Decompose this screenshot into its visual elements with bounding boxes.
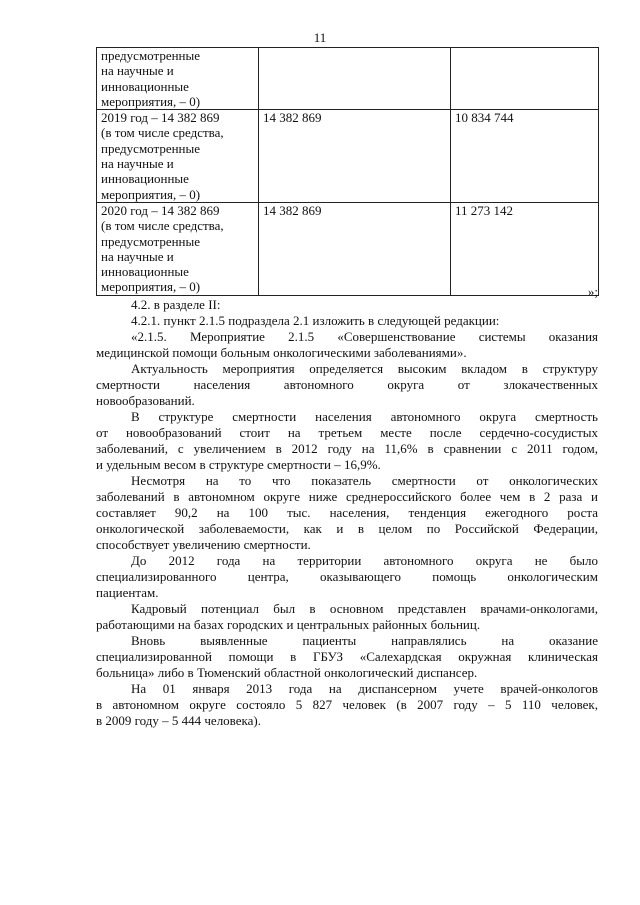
table-row bbox=[97, 110, 599, 203]
paragraph-line: Вновь выявленные пациенты направлялись на оказание bbox=[131, 633, 598, 648]
table-cell-period: 2019 год – 14 382 869 (в том числе средства, предусмотренные на научные и инновационные мероприятия, – 0) bbox=[97, 110, 259, 203]
financing-table bbox=[96, 47, 599, 296]
paragraph-line: в автономном округе состояло 5 827 человек (в 2007 году – 5 110 человек, bbox=[96, 697, 598, 712]
paragraph-line: Актуальность мероприятия определяется высоким вкладом в структуру bbox=[131, 361, 598, 376]
paragraph-line: новообразований. bbox=[96, 393, 195, 408]
paragraph-line: На 01 января 2013 года на диспансерном учете врачей-онкологов bbox=[131, 681, 598, 696]
paragraph-subsection: 4.2.1. пункт 2.1.5 подраздела 2.1 изложить в следующей редакции: bbox=[131, 313, 500, 328]
paragraph-line: способствует увеличению смертности. bbox=[96, 537, 311, 552]
paragraph-section-heading: 4.2. в разделе II: bbox=[131, 297, 221, 312]
paragraph-line: «2.1.5. Мероприятие 2.1.5 «Совершенствование системы оказания bbox=[131, 329, 598, 344]
table-row bbox=[97, 48, 599, 110]
table-cell-amount: 11 273 142 bbox=[451, 202, 599, 295]
table-row bbox=[97, 202, 599, 295]
paragraph-line: в 2009 году – 5 444 человека). bbox=[96, 713, 261, 728]
paragraph-line: Несмотря на то что показатель смертности от онкологических bbox=[131, 473, 598, 488]
table-cell-amount bbox=[451, 48, 599, 110]
table-cell-period: 2020 год – 14 382 869 (в том числе средства, предусмотренные на научные и инновационные мероприятия, – 0) bbox=[97, 202, 259, 295]
document-body bbox=[96, 297, 598, 729]
paragraph-line: заболеваний, с увеличением в 2012 году на 11,6% в сравнении с 2011 годом, bbox=[96, 441, 598, 456]
paragraph-line: пациентам. bbox=[96, 585, 159, 600]
paragraph-line: составляет 90,2 на 100 тыс. населения, тенденция ежегодного роста bbox=[96, 505, 598, 520]
table-cell-period: предусмотренные на научные и инновационные мероприятия, – 0) bbox=[97, 48, 259, 110]
paragraph-line: работающими на базах городских и центральных районных больниц. bbox=[96, 617, 481, 632]
table-cell-amount bbox=[259, 48, 451, 110]
paragraph-line: больница» либо в Тюменский областной онкологический диспансер. bbox=[96, 665, 478, 680]
page-number: 11 bbox=[313, 30, 327, 45]
paragraph-line: от новообразований стоит на третьем месте после сердечно-сосудистых bbox=[96, 425, 598, 440]
table-cell-amount: 10 834 744 bbox=[451, 110, 599, 203]
paragraph-line: Кадровый потенциал был в основном представлен врачами-онкологами, bbox=[131, 601, 598, 616]
paragraph-line: онкологической заболеваемости, как и в целом по Российской Федерации, bbox=[96, 521, 598, 536]
table-closing-quote: »; bbox=[587, 284, 598, 299]
paragraph-line: До 2012 года на территории автономного округа не было bbox=[131, 553, 598, 568]
paragraph-line: и удельным весом в структуре смертности – 16,9%. bbox=[96, 457, 381, 472]
paragraph-line: специализированной помощи в ГБУЗ «Салехардская окружная клиническая bbox=[96, 649, 598, 664]
paragraph-line: специализированного центра, оказывающего помощь онкологическим bbox=[96, 569, 598, 584]
table-cell-amount: 14 382 869 bbox=[259, 202, 451, 295]
paragraph-line: медицинской помощи больным онкологическими заболеваниями». bbox=[96, 345, 467, 360]
paragraph-line: В структуре смертности населения автономного округа смертность bbox=[131, 409, 598, 424]
paragraph-line: заболеваний в автономном округе ниже среднероссийского более чем в 2 раза и bbox=[96, 489, 598, 504]
table-cell-amount: 14 382 869 bbox=[259, 110, 451, 203]
paragraph-line: смертности населения автономного округа от злокачественных bbox=[96, 377, 598, 392]
